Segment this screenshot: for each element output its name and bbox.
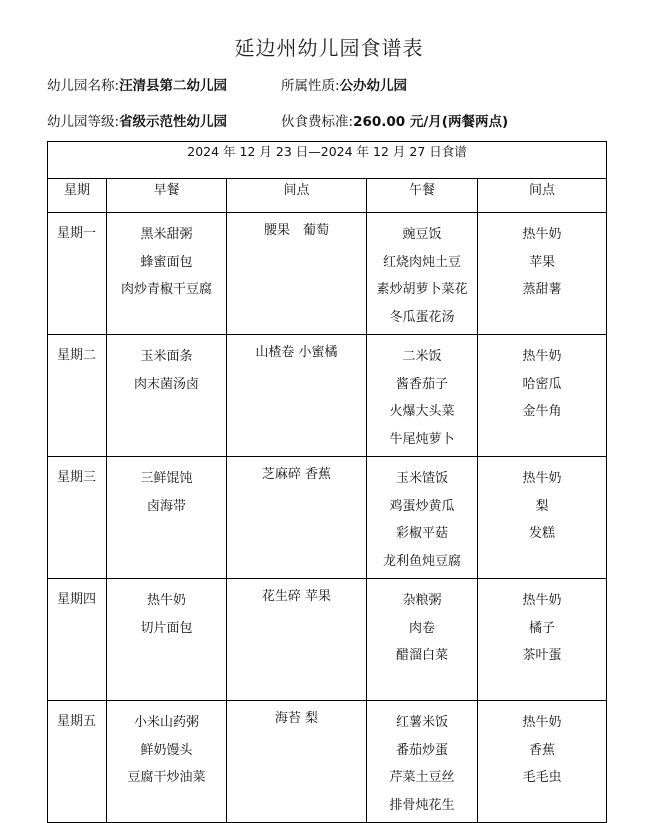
menu-item: 玉米面条: [140, 349, 193, 364]
menu-item: 花生碎 苹果: [261, 589, 332, 604]
type-label: 所属性质:: [281, 78, 340, 94]
menu-item: 热牛奶: [522, 715, 562, 730]
menu-item: 海苔 梨: [274, 711, 319, 726]
menu-item: 豆腐干炒油菜: [127, 770, 206, 785]
menu-item: 茶叶蛋: [522, 648, 562, 663]
fee-label: 伙食费标准:: [281, 114, 354, 130]
snack-2-cell: [478, 701, 607, 823]
menu-item: 素炒胡萝卜菜花: [376, 282, 468, 297]
menu-item: 蒸甜薯: [522, 282, 562, 297]
snack-2-cell: [478, 579, 607, 701]
menu-item: 龙利鱼炖豆腐: [382, 553, 461, 569]
menu-item: 二米饭: [402, 349, 442, 364]
grade-value: 省级示范性幼儿园: [119, 114, 228, 130]
menu-item: 小米山药粥: [133, 715, 199, 730]
menu-item: 肉卷: [408, 620, 435, 636]
menu-item: 酱香茄子: [395, 376, 448, 392]
table-row: [48, 335, 607, 457]
kindergarten-grade: [47, 110, 227, 130]
breakfast-cell: [107, 579, 227, 701]
menu-item: 排骨炖花生: [389, 797, 455, 813]
menu-item: 玉米馇饭: [395, 471, 448, 486]
header-snack-2: 间点: [478, 179, 607, 213]
day-cell: 星期一: [48, 213, 107, 335]
grade-label: 幼儿园等级:: [47, 114, 120, 130]
menu-item: 香蕉: [529, 742, 556, 758]
menu-item: 热牛奶: [522, 227, 562, 242]
fee-value: 260.00 元/月(两餐两点): [353, 114, 509, 130]
header-row: [48, 179, 607, 213]
menu-item: 火爆大头菜: [389, 404, 455, 419]
snack-1-cell: [227, 579, 367, 701]
menu-item: 苹果: [529, 254, 556, 270]
menu-item: 三鲜馄饨: [140, 471, 193, 486]
meal-fee: [281, 110, 508, 130]
table-row: [48, 457, 607, 579]
lunch-cell: [367, 335, 478, 457]
day-cell: 星期三: [48, 457, 107, 579]
menu-item: 红薯米饭: [395, 715, 448, 730]
menu-item: 热牛奶: [522, 471, 562, 486]
table-row: [48, 701, 607, 823]
menu-item: 番茄炒蛋: [395, 742, 448, 758]
snack-1-cell: [227, 213, 367, 335]
menu-item: 蜂蜜面包: [140, 254, 193, 270]
menu-item: 毛毛虫: [522, 770, 562, 785]
snack-2-cell: [478, 213, 607, 335]
menu-body: [48, 213, 607, 823]
header-snack-1: 间点: [227, 179, 367, 213]
menu-item: 热牛奶: [522, 593, 562, 608]
breakfast-cell: [107, 335, 227, 457]
menu-table: [47, 141, 607, 823]
menu-item: 腰果 葡萄: [263, 223, 329, 238]
menu-item: 豌豆饭: [402, 227, 442, 242]
name-label: 幼儿园名称:: [47, 78, 120, 94]
menu-item: 红烧肉炖土豆: [382, 254, 461, 270]
header-breakfast: 早餐: [107, 179, 227, 213]
type-value: 公办幼儿园: [339, 78, 408, 94]
snack-1-cell: [227, 457, 367, 579]
menu-item: 肉末菌汤卤: [133, 376, 199, 392]
menu-item: 卤海带: [146, 498, 186, 514]
table-row: [48, 213, 607, 335]
menu-item: 肉炒青椒干豆腐: [120, 282, 212, 297]
kindergarten-name: [47, 74, 227, 94]
menu-item: 醋溜白菜: [395, 648, 448, 663]
lunch-cell: [367, 701, 478, 823]
day-cell: 星期二: [48, 335, 107, 457]
menu-item: 芹菜土豆丝: [389, 770, 455, 785]
breakfast-cell: [107, 213, 227, 335]
menu-item: 彩椒平菇: [395, 526, 448, 541]
menu-item: 梨: [535, 498, 549, 514]
header-day: 星期: [48, 179, 107, 213]
breakfast-cell: [107, 457, 227, 579]
date-range: 2024 年 12 月 23 日—2024 年 12 月 27 日食谱: [48, 142, 607, 179]
snack-2-cell: [478, 335, 607, 457]
menu-item: 金牛角: [522, 404, 562, 419]
breakfast-cell: [107, 701, 227, 823]
menu-item: 热牛奶: [146, 593, 186, 608]
name-value: 汪清县第二幼儿园: [119, 78, 228, 94]
date-range-row: [48, 142, 607, 179]
table-row: [48, 579, 607, 701]
menu-item: 山楂卷 小蜜橘: [255, 345, 338, 360]
menu-item: 杂粮粥: [402, 593, 442, 608]
day-cell: 星期五: [48, 701, 107, 823]
snack-2-cell: [478, 457, 607, 579]
header-lunch: 午餐: [367, 179, 478, 213]
menu-item: 牛尾炖萝卜: [389, 431, 455, 447]
lunch-cell: [367, 579, 478, 701]
menu-item: 芝麻碎 香蕉: [261, 467, 332, 482]
menu-item: 切片面包: [140, 620, 193, 636]
page-title: 延边州幼儿园食谱表: [234, 36, 424, 60]
snack-1-cell: [227, 335, 367, 457]
lunch-cell: [367, 457, 478, 579]
menu-item: 鲜奶馒头: [140, 742, 193, 758]
menu-item: 鸡蛋炒黄瓜: [389, 498, 455, 514]
menu-item: 橘子: [529, 620, 556, 636]
menu-item: 冬瓜蛋花汤: [389, 309, 455, 325]
menu-item: 黑米甜粥: [140, 227, 193, 242]
menu-item: 发糕: [529, 526, 556, 541]
menu-item: 哈密瓜: [522, 376, 562, 392]
menu-item: 热牛奶: [522, 349, 562, 364]
lunch-cell: [367, 213, 478, 335]
kindergarten-type: [281, 74, 407, 94]
day-cell: 星期四: [48, 579, 107, 701]
snack-1-cell: [227, 701, 367, 823]
